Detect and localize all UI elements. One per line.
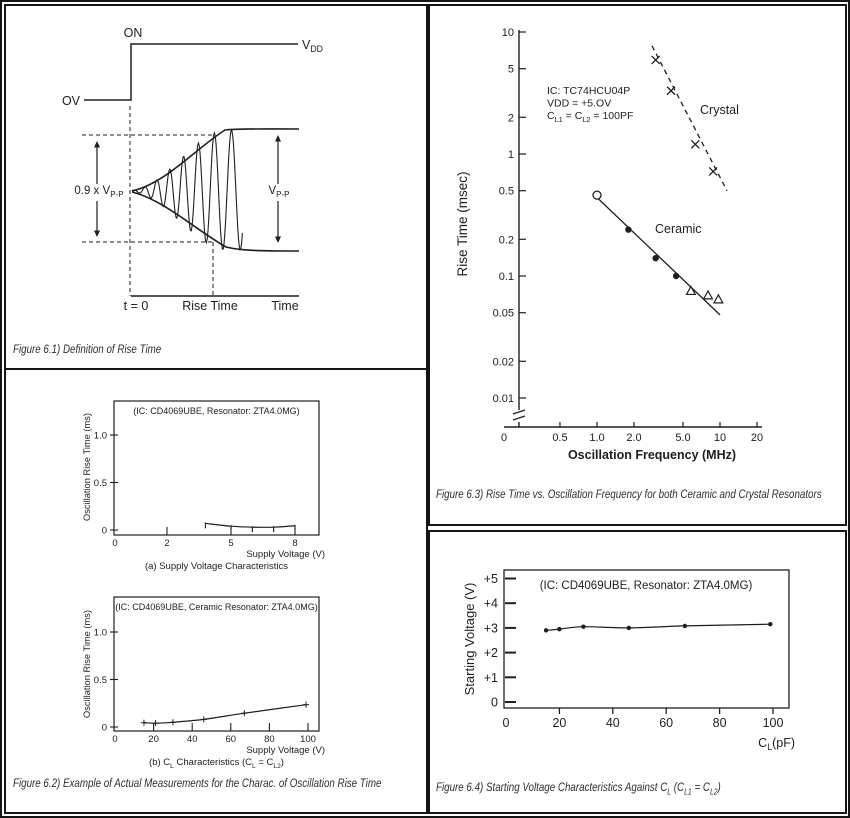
svg-text:2.0: 2.0 [626, 432, 642, 444]
svg-text:0.02: 0.02 [492, 356, 514, 369]
svg-text:40: 40 [605, 716, 620, 730]
svg-text:2: 2 [164, 538, 170, 549]
svg-text:5: 5 [507, 63, 514, 76]
svg-text:1.0: 1.0 [93, 627, 107, 639]
svg-text:20: 20 [750, 432, 764, 444]
svg-text:Oscillation Frequency (MHz): Oscillation Frequency (MHz) [567, 448, 737, 462]
svg-text:0: 0 [112, 538, 118, 549]
starting-voltage-plot [462, 570, 795, 752]
svg-text:80: 80 [712, 716, 727, 730]
svg-text:Ceramic: Ceramic [655, 222, 702, 236]
starting-voltage-chart [430, 532, 845, 812]
svg-text:0: 0 [101, 525, 107, 537]
oscillation-rise-time-charts [6, 370, 426, 812]
svg-text:0.5: 0.5 [93, 478, 107, 489]
fig62b-chart [82, 597, 325, 770]
fig62a-chart [82, 401, 325, 572]
figure-6-4-caption: Figure 6.4) Starting Voltage Characteristics Against $C_L$ $(C_{L1} = C_{L2})$ [436, 782, 721, 797]
svg-text:0.9 x VP-P: 0.9 x $V_{P-P}$ [74, 185, 124, 199]
svg-text:Rise Time (msec): Rise Time (msec) [455, 171, 470, 277]
svg-text:(IC: CD4069UBE, Resonator: ZTA: (IC: CD4069UBE, Resonator: ZTA4.0MG) [539, 580, 753, 592]
svg-text:0: 0 [502, 716, 510, 730]
rise-time-definition-diagram [6, 6, 426, 368]
svg-text:40: 40 [186, 734, 198, 745]
svg-text:100: 100 [762, 716, 784, 730]
svg-text:+3: +3 [483, 621, 498, 636]
svg-text:Starting Voltage (V): Starting Voltage (V) [462, 582, 477, 696]
svg-text:Time: Time [271, 299, 299, 313]
svg-text:1.0: 1.0 [589, 432, 605, 444]
svg-text:1: 1 [507, 149, 514, 161]
svg-text:100: 100 [300, 734, 316, 745]
svg-text:IC: TC74HCU04P: IC: TC74HCU04P [547, 85, 631, 97]
svg-text:Supply Voltage (V): Supply Voltage (V) [246, 745, 325, 756]
svg-text:0: 0 [500, 432, 508, 444]
svg-text:0: 0 [112, 734, 118, 745]
svg-text:60: 60 [659, 716, 674, 730]
svg-text:VP-P: $V_{P-P}$ [268, 185, 290, 199]
svg-text:Supply Voltage (V): Supply Voltage (V) [246, 549, 325, 560]
svg-text:(IC: CD4069UBE, Ceramic Resona: (IC: CD4069UBE, Ceramic Resonator: ZTA4.0MG) [115, 602, 318, 612]
svg-text:CL(pF): $C_L(pF)$ [758, 736, 795, 752]
svg-text:20: 20 [148, 734, 159, 745]
figure-6-1-panel [4, 4, 428, 370]
figure-6-3-caption: Figure 6.3) Rise Time vs. Oscillation Frequency for both Ceramic and Crystal Resonators [436, 489, 822, 501]
crystal-series [652, 46, 739, 191]
svg-text:10: 10 [713, 432, 727, 444]
svg-text:10: 10 [501, 27, 514, 39]
svg-text:+2: +2 [483, 646, 498, 661]
svg-text:0.5: 0.5 [498, 185, 514, 198]
svg-text:8: 8 [292, 538, 298, 549]
svg-text:5.0: 5.0 [675, 432, 691, 444]
svg-text:80: 80 [264, 734, 275, 745]
svg-text:OV: OV [61, 94, 80, 108]
waveform-diagram [62, 26, 323, 313]
svg-text:0.01: 0.01 [492, 393, 514, 405]
figure-6-2-caption: Figure 6.2) Example of Actual Measurements for the Charac. of Oscillation Rise Time [13, 778, 382, 790]
svg-text:(b) CL Characteristics (CL = C: (b) $C_L$ Characteristics $(C_L = C_{L2})$ [149, 757, 284, 770]
figure-6-3-panel [428, 4, 847, 526]
svg-text:ON: ON [123, 26, 143, 40]
svg-text:(a) Supply Voltage Characteris: (a) Supply Voltage Characteristics [144, 561, 289, 572]
svg-text:Crystal: Crystal [700, 103, 739, 117]
svg-text:60: 60 [225, 734, 237, 745]
svg-text:t = 0: t = 0 [123, 299, 149, 313]
svg-text:0.2: 0.2 [498, 234, 514, 247]
svg-text:+5: +5 [483, 572, 498, 586]
conditions-annotation [547, 85, 633, 124]
svg-text:0.5: 0.5 [93, 675, 107, 686]
svg-text:VDD: $V_{DD}$ [302, 38, 323, 54]
svg-text:0.1: 0.1 [498, 271, 514, 283]
svg-text:0: 0 [491, 695, 498, 710]
svg-text:2: 2 [507, 112, 514, 125]
svg-text:5: 5 [228, 538, 234, 549]
rise-time-vs-frequency-chart [430, 6, 845, 524]
svg-text:0: 0 [101, 722, 107, 734]
svg-text:0.5: 0.5 [552, 432, 568, 444]
svg-text:20: 20 [552, 716, 567, 730]
svg-text:Rise Time: Rise Time [182, 299, 238, 313]
svg-text:VDD = +5.OV: VDD = +5.OV [547, 97, 612, 110]
svg-text:1.0: 1.0 [93, 430, 107, 442]
svg-text:+1: +1 [483, 670, 498, 685]
svg-text:0.05: 0.05 [492, 307, 514, 320]
svg-text:Oscillation Rise Time (ms): Oscillation Rise Time (ms) [82, 610, 92, 718]
svg-text:(IC: CD4069UBE, Resonator: ZTA: (IC: CD4069UBE, Resonator: ZTA4.0MG) [133, 406, 300, 416]
figure-6-1-caption: Figure 6.1) Definition of Rise Time [13, 344, 162, 356]
svg-text:+4: +4 [483, 596, 498, 611]
svg-text:Oscillation Rise Time (ms): Oscillation Rise Time (ms) [82, 413, 92, 521]
figure-6-2-panel [4, 368, 428, 814]
ceramic-series [593, 191, 723, 315]
figure-6-4-panel [428, 530, 847, 814]
svg-text:CL1 = CL2 = 100PF: $C_{L1} = C_{L2} = 100PF$ [547, 110, 634, 124]
